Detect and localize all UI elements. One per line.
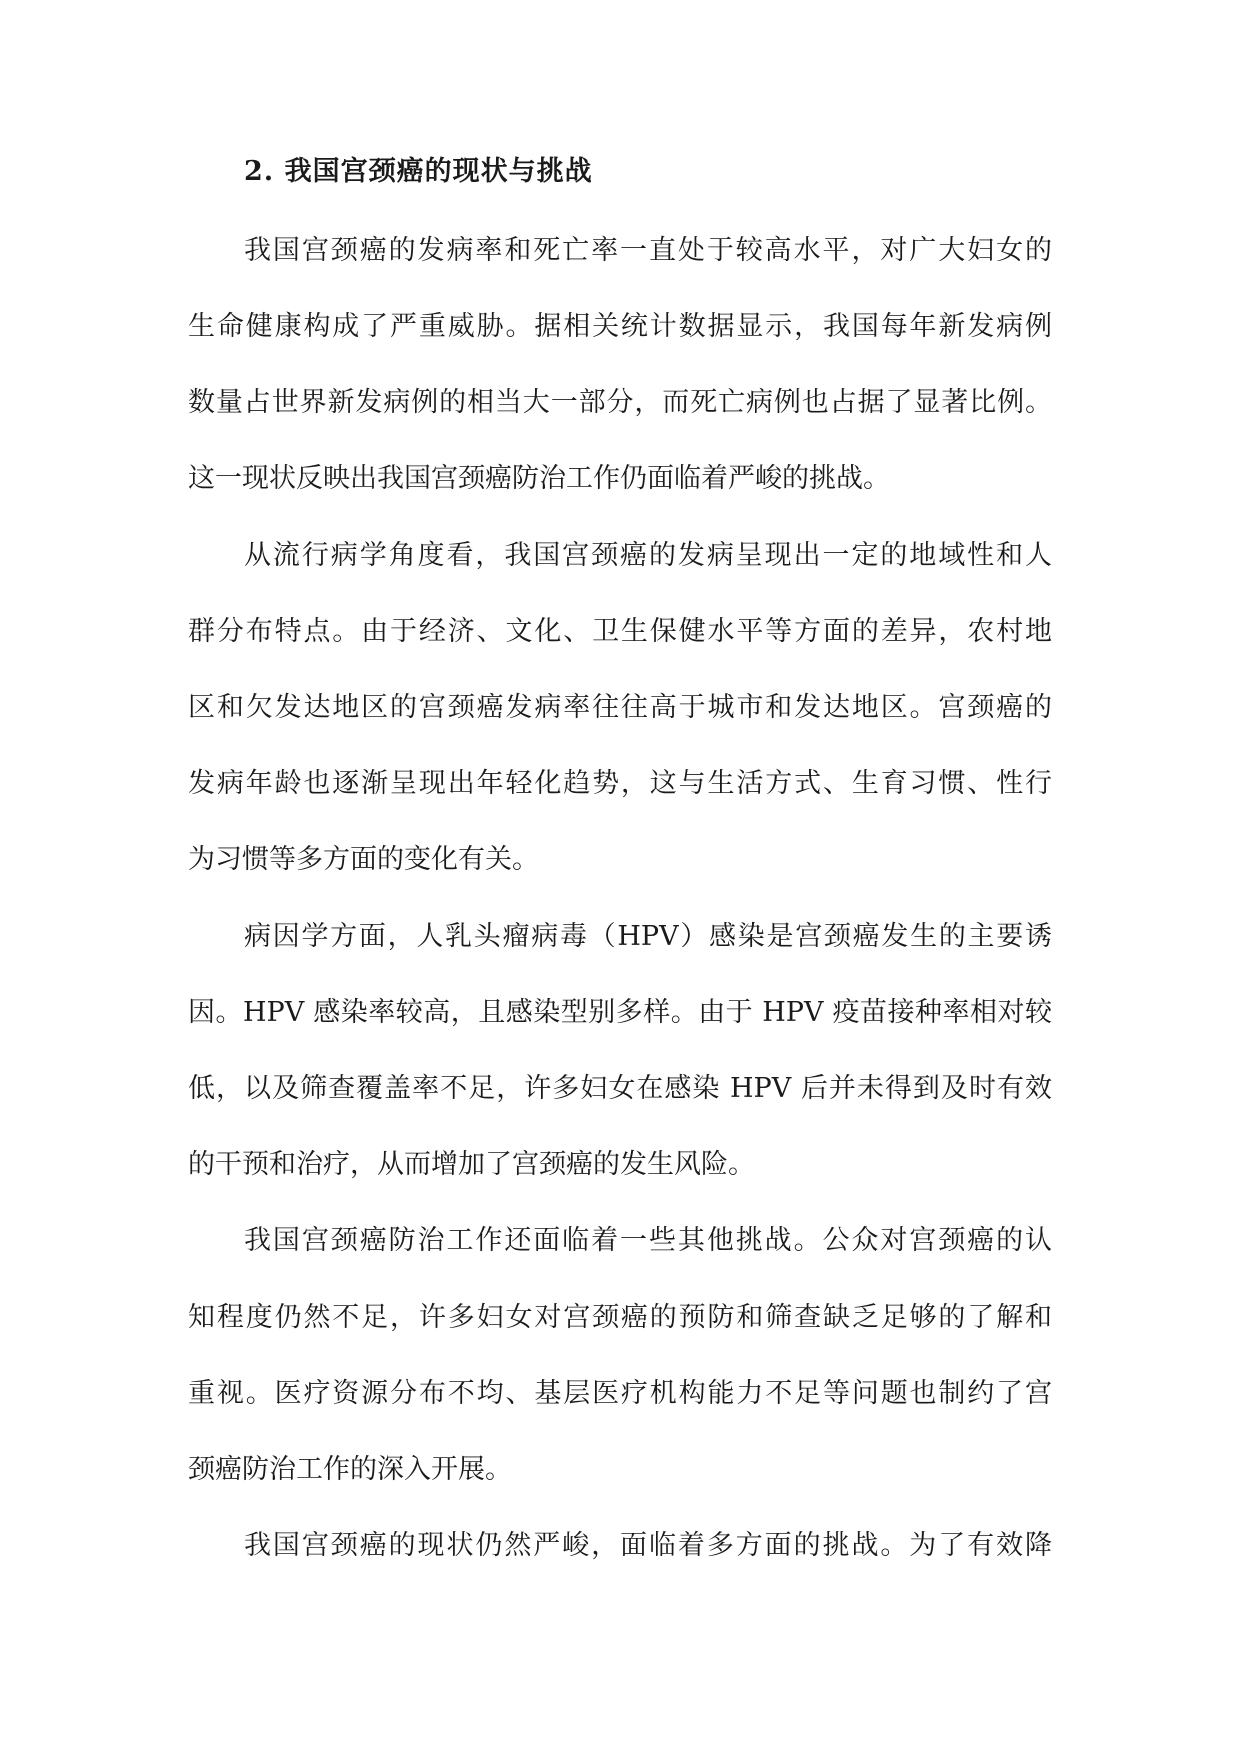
- paragraph-1-line-1: 我国宫颈癌的发病率和死亡率一直处于较高水平，对广大妇女的: [244, 235, 1052, 266]
- paragraph-3-line-3: 低，以及筛查覆盖率不足，许多妇女在感染 HPV 后并未得到及时有效: [188, 1073, 1052, 1104]
- paragraph-3-line-2: 因。HPV 感染率较高，且感染型别多样。由于 HPV 疫苗接种率相对较: [188, 997, 1052, 1028]
- paragraph-4-line-4: 颈癌防治工作的深入开展。: [188, 1454, 512, 1485]
- paragraph-2-line-3: 区和欠发达地区的宫颈癌发病率往往高于城市和发达地区。宫颈癌的: [188, 692, 1052, 723]
- paragraph-3-line-1: 病因学方面，人乳头瘤病毒（HPV）感染是宫颈癌发生的主要诱: [244, 921, 1052, 952]
- paragraph-1-line-3: 数量占世界新发病例的相当大一部分，而死亡病例也占据了显著比例。: [188, 387, 1052, 418]
- paragraph-4-line-3: 重视。医疗资源分布不均、基层医疗机构能力不足等问题也制约了宫: [188, 1378, 1052, 1409]
- paragraph-1-line-2: 生命健康构成了严重威胁。据相关统计数据显示，我国每年新发病例: [188, 311, 1052, 342]
- paragraph-2-line-4: 发病年龄也逐渐呈现出年轻化趋势，这与生活方式、生育习惯、性行: [188, 768, 1052, 799]
- paragraph-3-line-4: 的干预和治疗，从而增加了宫颈癌的发生风险。: [188, 1149, 755, 1180]
- section-heading: 2. 我国宫颈癌的现状与挑战: [244, 156, 593, 187]
- paragraph-4-line-1: 我国宫颈癌防治工作还面临着一些其他挑战。公众对宫颈癌的认: [244, 1225, 1052, 1256]
- paragraph-2-line-5: 为习惯等多方面的变化有关。: [188, 844, 539, 875]
- paragraph-5-line-1: 我国宫颈癌的现状仍然严峻，面临着多方面的挑战。为了有效降: [244, 1530, 1052, 1561]
- paragraph-2-line-1: 从流行病学角度看，我国宫颈癌的发病呈现出一定的地域性和人: [244, 540, 1052, 571]
- paragraph-2-line-2: 群分布特点。由于经济、文化、卫生保健水平等方面的差异，农村地: [188, 616, 1052, 647]
- paragraph-1-line-4: 这一现状反映出我国宫颈癌防治工作仍面临着严峻的挑战。: [188, 463, 890, 494]
- paragraph-4-line-2: 知程度仍然不足，许多妇女对宫颈癌的预防和筛查缺乏足够的了解和: [188, 1302, 1052, 1333]
